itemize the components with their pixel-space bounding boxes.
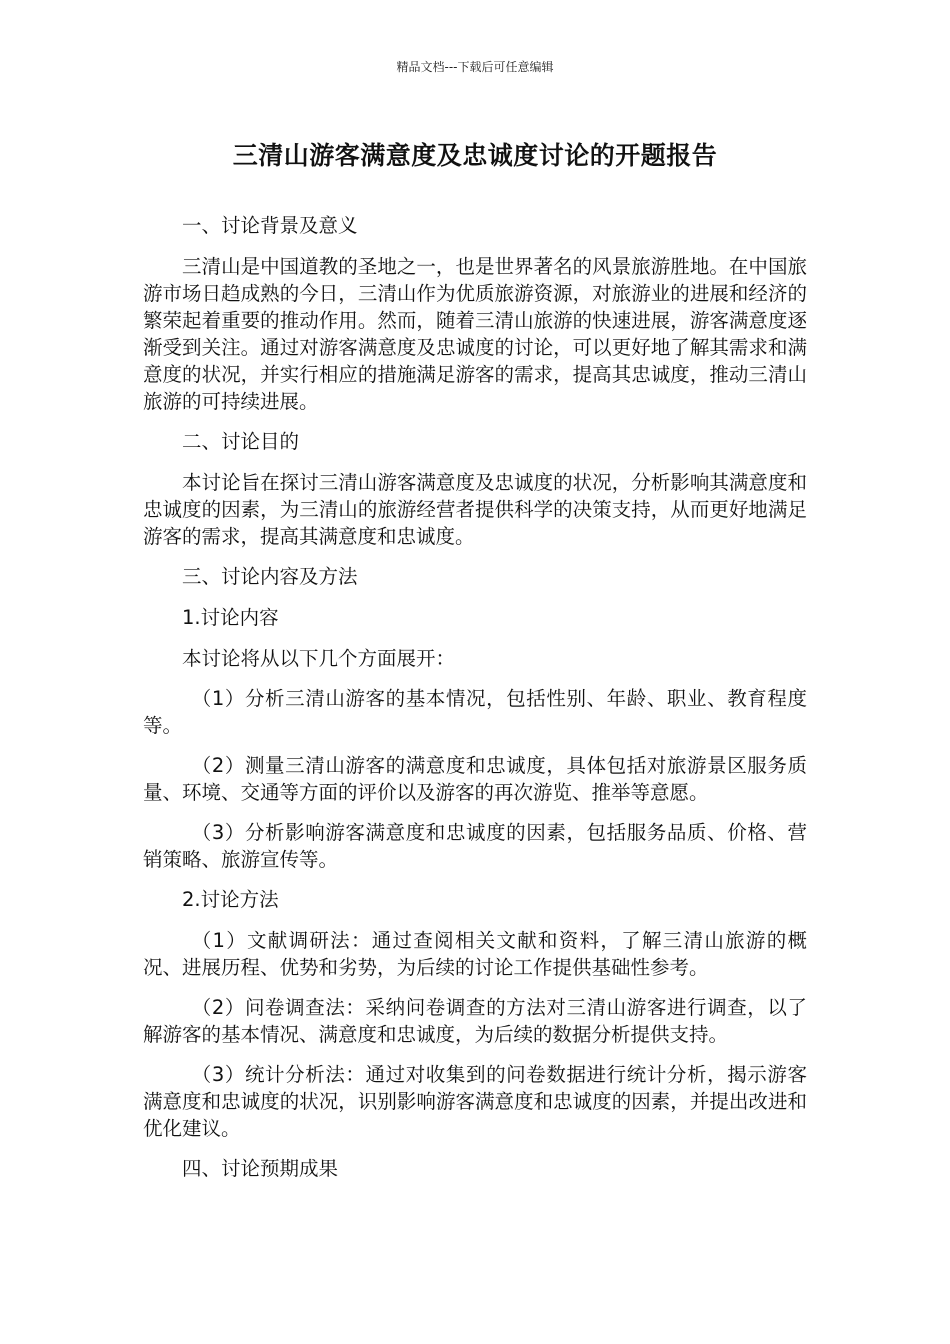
list-item-method-2: （2）问卷调查法：采纳问卷调查的方法对三清山游客进行调查，以了解游客的基本情况、满意度和忠诚度，为后续的数据分析提供支持。 <box>143 996 807 1046</box>
paragraph-content-intro: 本讨论将从以下几个方面展开： <box>182 647 456 670</box>
paragraph-purpose: 本讨论旨在探讨三清山游客满意度及忠诚度的状况，分析影响其满意度和忠诚度的因素，为三清山的旅游经营者提供科学的决策支持，从而更好地满足游客的需求，提高其满意度和忠诚度。 <box>143 471 807 548</box>
list-item-method-1: （1）文献调研法：通过查阅相关文献和资料，了解三清山旅游的概况、进展历程、优势和劣势，为后续的讨论工作提供基础性参考。 <box>143 929 807 979</box>
list-item-content-3: （3）分析影响游客满意度和忠诚度的因素，包括服务品质、价格、营销策略、旅游宣传等。 <box>143 821 807 871</box>
subheading-methods: 2.讨论方法 <box>182 888 279 911</box>
list-item-method-3: （3）统计分析法：通过对收集到的问卷数据进行统计分析，揭示游客满意度和忠诚度的状况，识别影响游客满意度和忠诚度的因素，并提出改进和优化建议。 <box>143 1063 807 1140</box>
section-heading-purpose: 二、讨论目的 <box>182 430 300 453</box>
list-item-content-1: （1）分析三清山游客的基本情况，包括性别、年龄、职业、教育程度等。 <box>143 687 807 737</box>
subheading-content: 1.讨论内容 <box>182 606 279 629</box>
section-heading-content-methods: 三、讨论内容及方法 <box>182 565 358 588</box>
document-body <box>143 212 807 1196</box>
header-note: 精品文档---下载后可任意编辑 <box>396 60 554 74</box>
document-title: 三清山游客满意度及忠诚度讨论的开题报告 <box>232 141 718 170</box>
paragraph-background: 三清山是中国道教的圣地之一，也是世界著名的风景旅游胜地。在中国旅游市场日趋成熟的今日，三清山作为优质旅游资源，对旅游业的进展和经济的繁荣起着重要的推动作用。然而，随着三清山旅游的快速进展，游客满意度逐渐受到关注。通过对游客满意度及忠诚度的讨论，可以更好地了解其需求和满意度的状况，并实行相应的措施满足游客的需求，提高其忠诚度，推动三清山旅游的可持续进展。 <box>143 255 807 413</box>
list-item-content-2: （2）测量三清山游客的满意度和忠诚度，具体包括对旅游景区服务质量、环境、交通等方面的评价以及游客的再次游览、推举等意愿。 <box>143 754 807 804</box>
section-heading-background: 一、讨论背景及意义 <box>182 214 358 237</box>
section-heading-expected-results: 四、讨论预期成果 <box>182 1157 339 1180</box>
